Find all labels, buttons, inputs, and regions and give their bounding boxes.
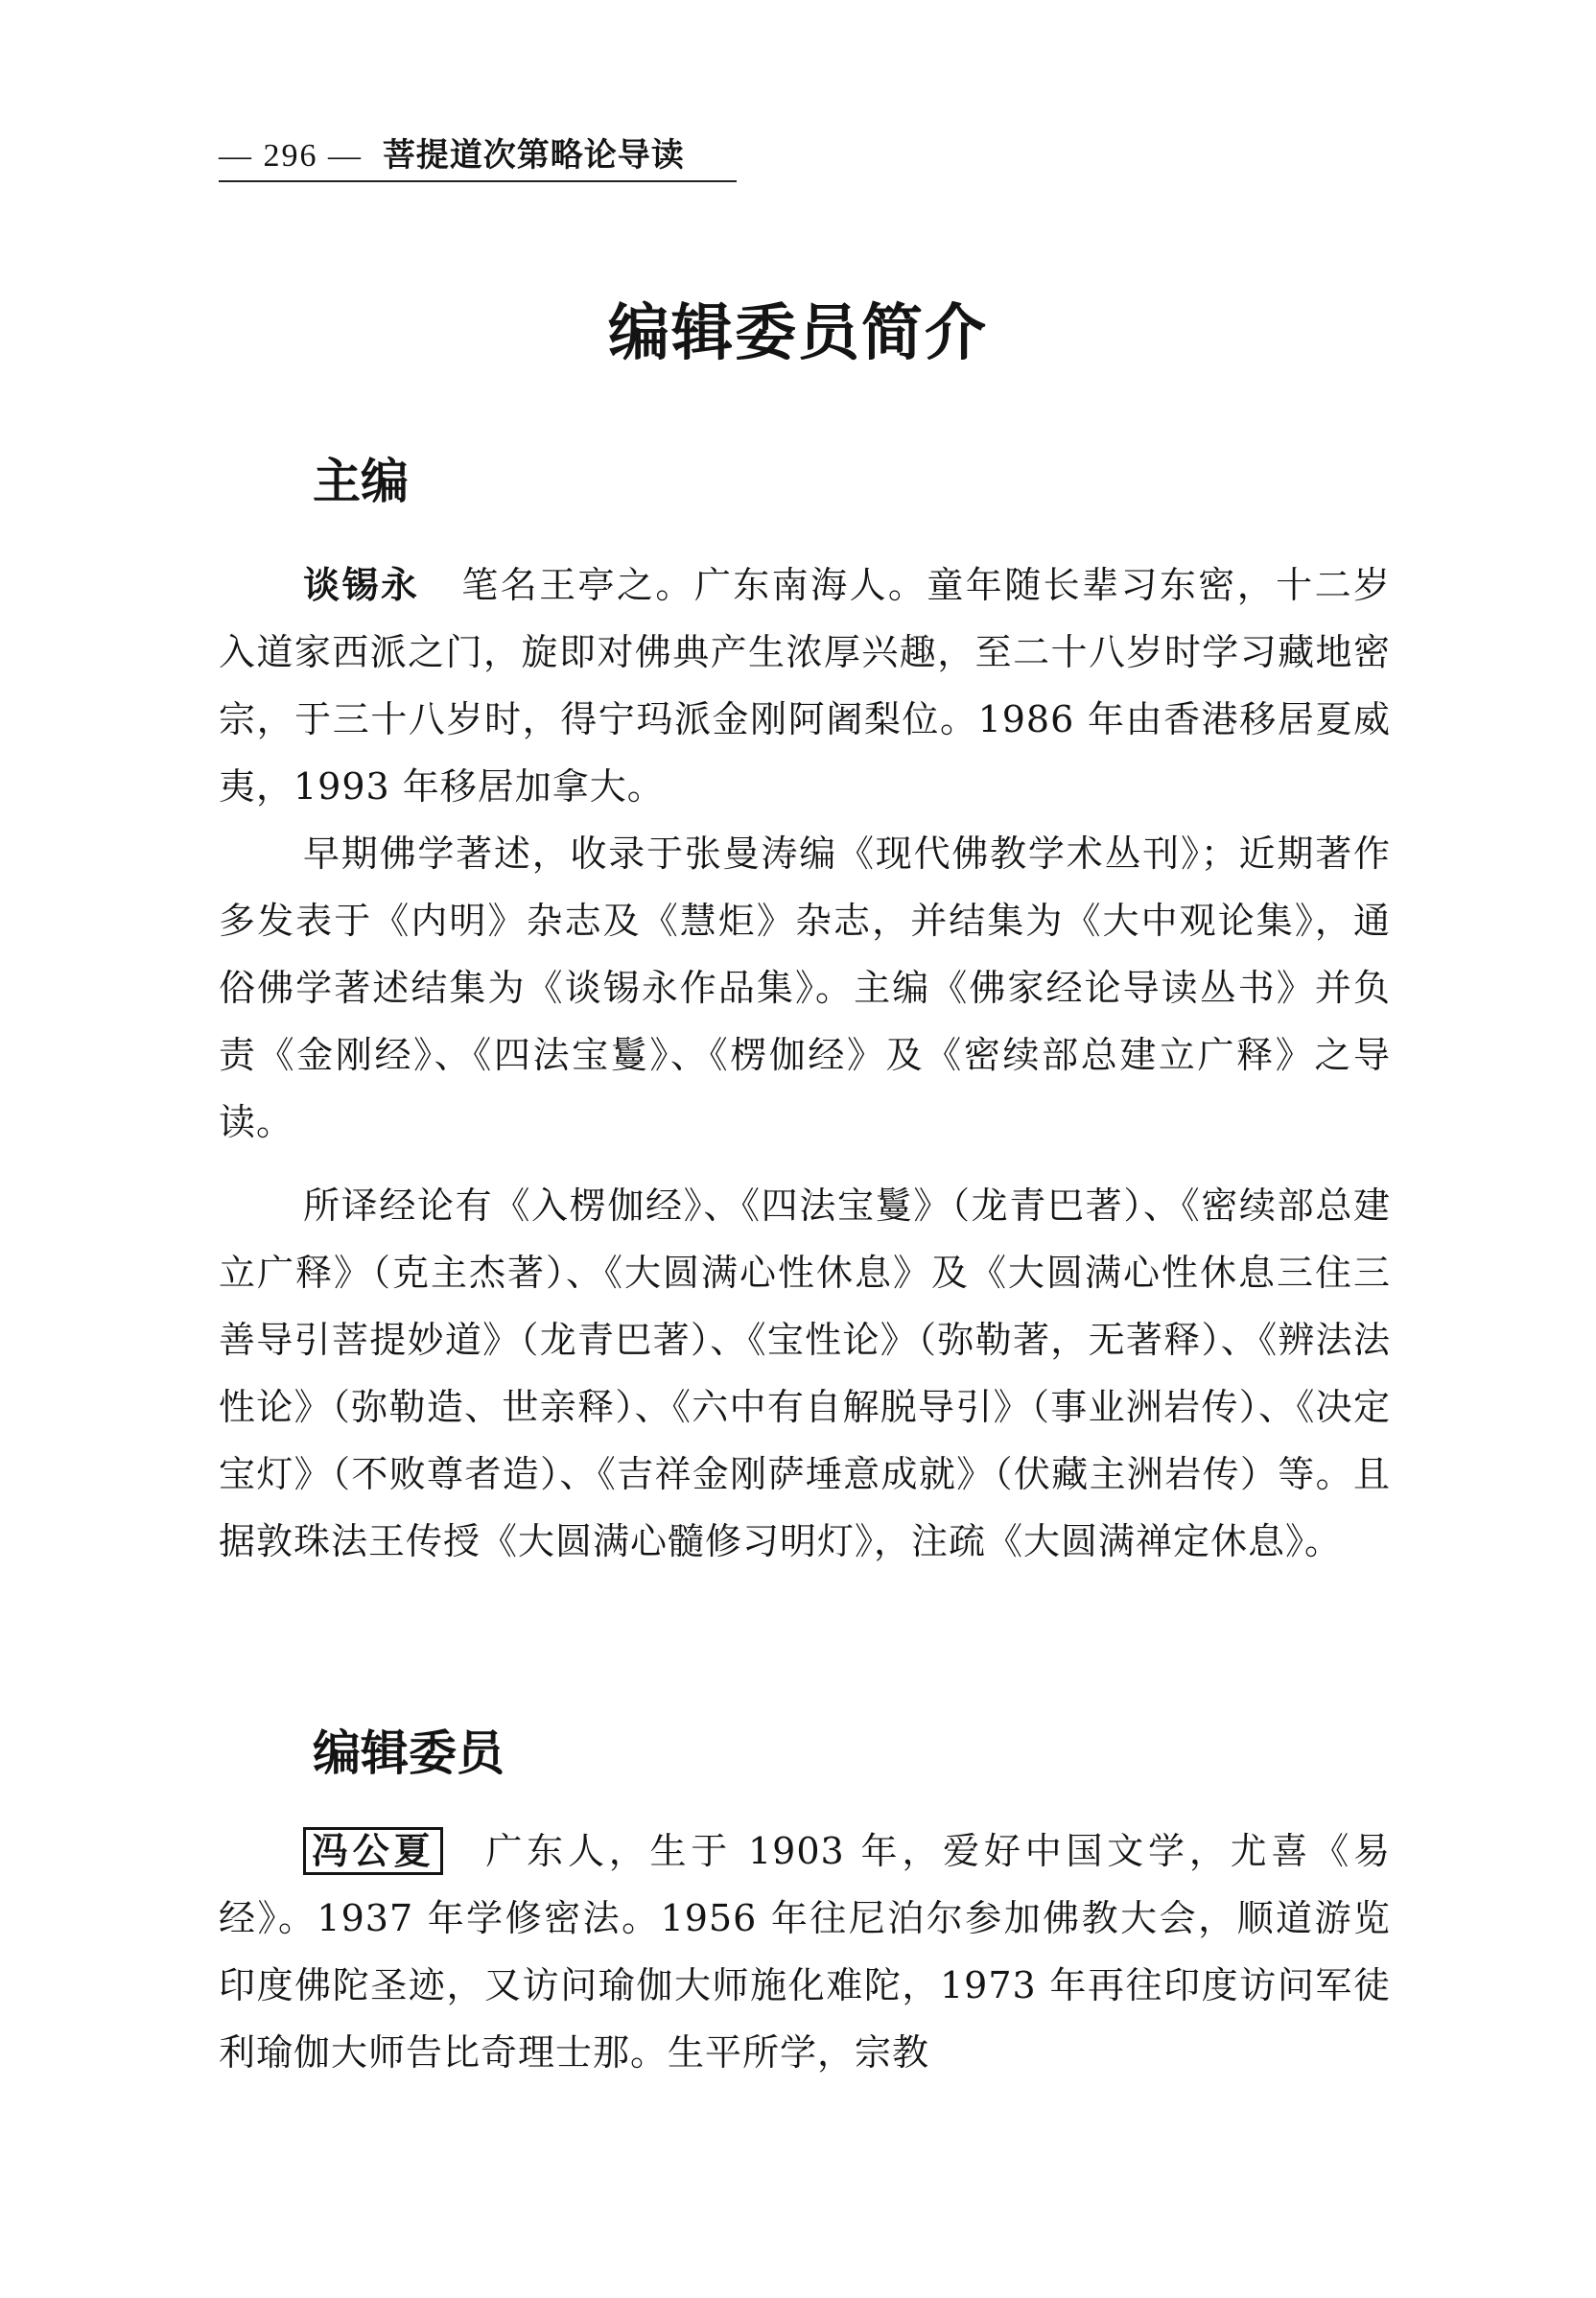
chief-editor-name: 谈锡永 (303, 564, 420, 606)
chief-editor-bio-paragraph (219, 551, 1391, 820)
page-title: 编辑委员简介 (608, 298, 988, 369)
chief-editor-bio: 笔名王亭之。广东南海人。童年随长辈习东密，十二岁入道家西派之门，旋即对佛典产生浓厚兴趣，至二十八岁时学习藏地密宗，于三十八岁时，得宁玛派金刚阿阇梨位。1986 年由香港移居夏威夷，1993 年移居加拿大。 (219, 564, 1391, 808)
committee-member-name: 冯公夏 (303, 1827, 443, 1875)
chief-editor-works-paragraph: 早期佛学著述，收录于张曼涛编《现代佛教学术丛刊》；近期著作多发表于《内明》杂志及《慧炬》杂志，并结集为《大中观论集》，通俗佛学著述结集为《谈锡永作品集》。主编《佛家经论导读丛书》并负责《金刚经》、《四法宝鬘》、《楞伽经》及《密续部总建立广释》之导读。 (219, 832, 1391, 1143)
section-heading-chief-editor: 主编 (313, 454, 409, 509)
section-heading-editorial-committee: 编辑委员 (313, 1725, 505, 1781)
committee-member-bio: 广东人，生于 1903 年，爱好中国文学，尤喜《易经》。1937 年学修密法。1956 年往尼泊尔参加佛教大会，顺道游览印度佛陀圣迹，又访问瑜伽大师施化难陀，1973 年再往印度访问军徒利瑜伽大师告比奇理士那。生平所学，宗教 (219, 1830, 1391, 2074)
page-number: — 296 — (219, 138, 363, 174)
chief-editor-translations-paragraph: 所译经论有《入楞伽经》、《四法宝鬘》（龙青巴著）、《密续部总建立广释》（克主杰著）、《大圆满心性休息》及《大圆满心性休息三住三善导引菩提妙道》（龙青巴著）、《宝性论》（弥勒著，无著释）、《辨法法性论》（弥勒造、世亲释）、《六中有自解脱导引》（事业洲岩传）、《决定宝灯》（不败尊者造）、《吉祥金刚萨埵意成就》（伏藏主洲岩传）等。且据敦珠法王传授《大圆满心髓修习明灯》，注疏《大圆满禅定休息》。 (219, 1184, 1391, 1562)
running-header (219, 134, 737, 182)
committee-member-bio-paragraph (219, 1817, 1391, 2086)
book-title: 菩提道次第略论导读 (382, 136, 685, 175)
